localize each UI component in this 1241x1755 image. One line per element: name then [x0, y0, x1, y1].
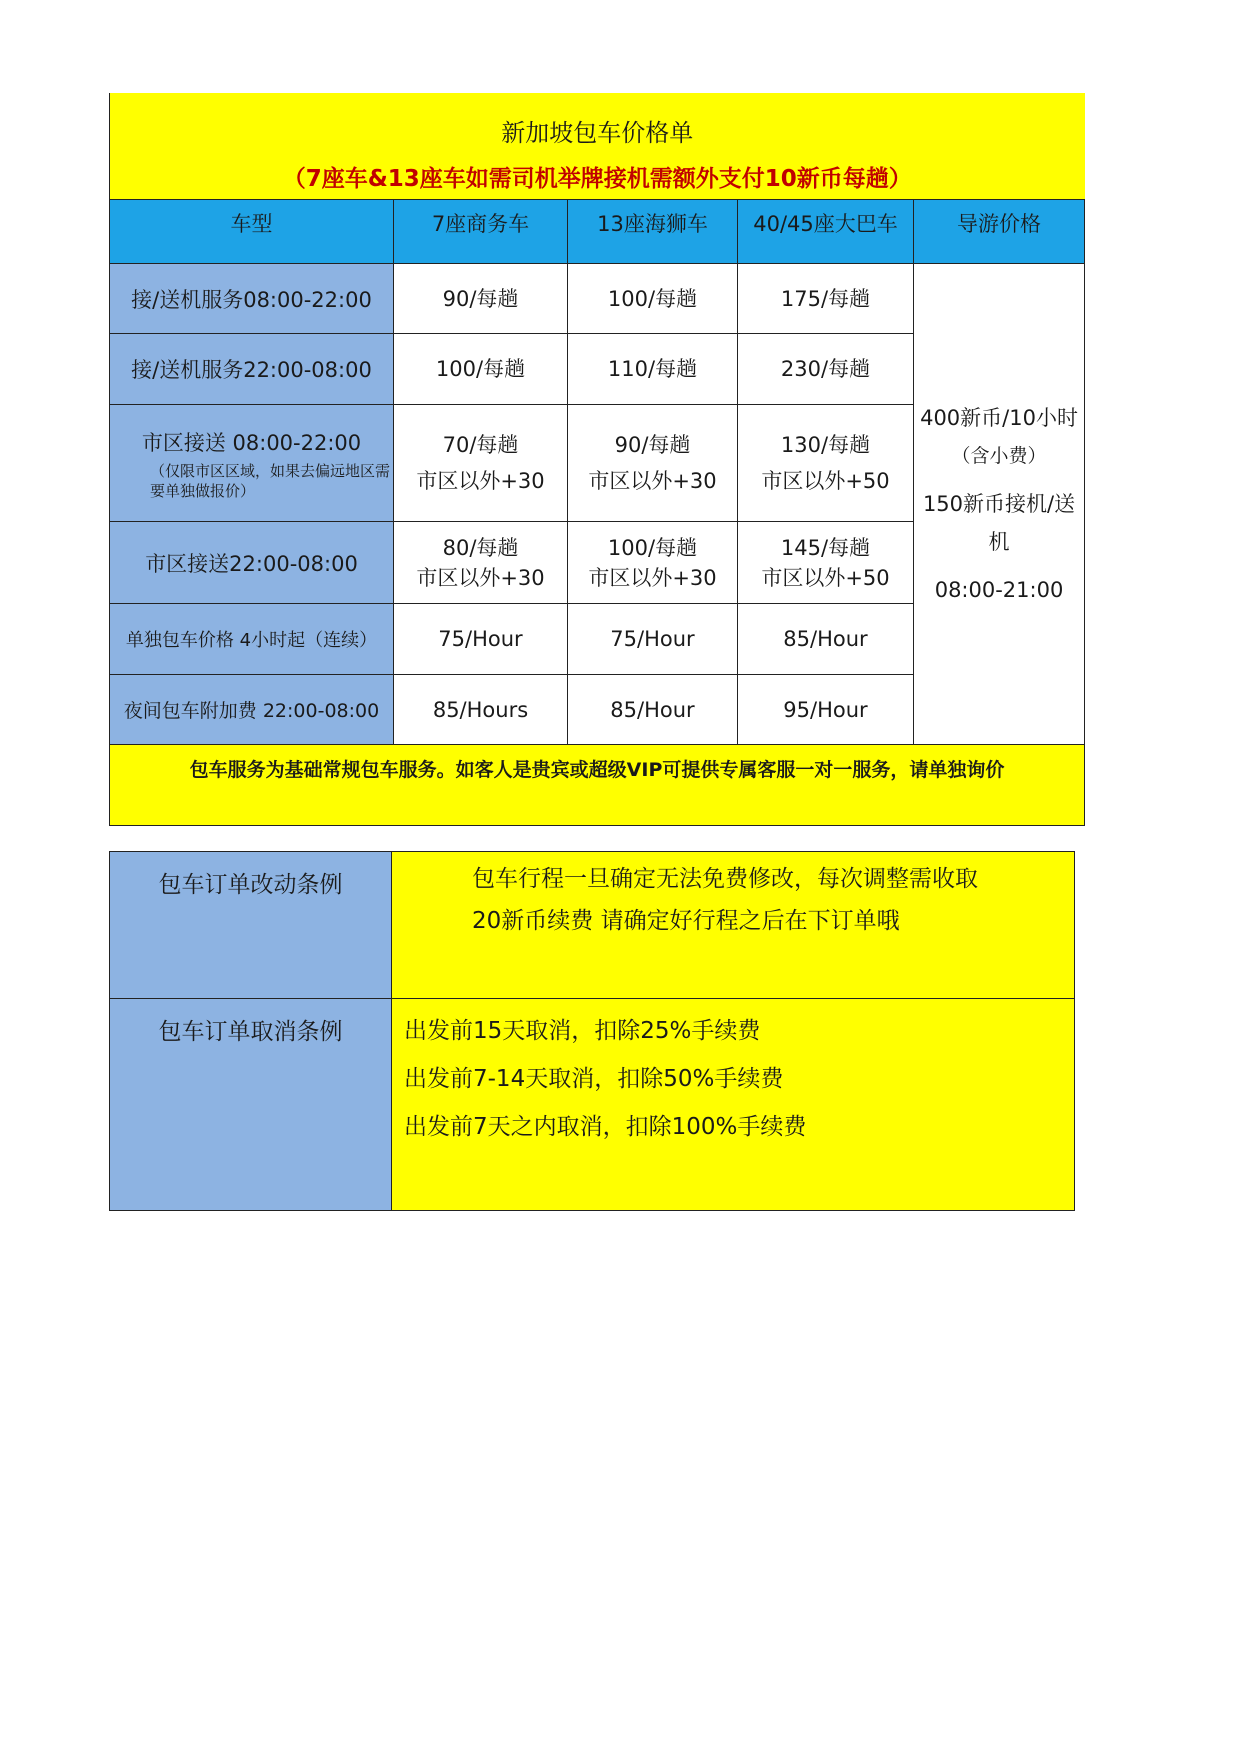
price-cell	[568, 675, 738, 745]
page-subtitle: （7座车&13座车如需司机举牌接机需额外支付10新币每趟）	[282, 166, 912, 192]
price-value: 130/每趟	[780, 433, 871, 457]
rules-table	[109, 851, 1075, 1211]
price-value: 90/每趟	[614, 433, 691, 457]
price-cell	[394, 604, 568, 675]
header-bus: 40/45座大巴车	[738, 200, 914, 264]
price-extra: 市区以外+30	[416, 469, 545, 493]
price-cell	[738, 405, 914, 522]
price-value: 100/每趟	[607, 535, 698, 560]
price-value: 85/Hours	[432, 697, 529, 722]
price-value: 85/Hour	[783, 627, 868, 651]
rule-row-change	[110, 852, 1075, 999]
price-cell	[394, 405, 568, 522]
price-cell	[738, 264, 914, 334]
rule-row-cancel	[110, 999, 1075, 1211]
row-label: 夜间包车附加费 22:00-08:00	[110, 675, 394, 745]
footer-note: 包车服务为基础常规包车服务。如客人是贵宾或超级VIP可提供专属客服一对一服务，请单独询价	[110, 745, 1085, 826]
price-cell	[394, 675, 568, 745]
guide-line: （含小费）	[951, 445, 1047, 467]
row-label-cell	[110, 405, 394, 522]
guide-line: 150新币接机/送机	[922, 492, 1076, 554]
price-cell	[394, 264, 568, 334]
price-cell	[738, 675, 914, 745]
price-value: 230/每趟	[780, 357, 871, 381]
price-value: 80/每趟	[442, 535, 519, 560]
row-label: 接/送机服务08:00-22:00	[110, 264, 394, 334]
price-value: 175/每趟	[780, 286, 871, 311]
price-extra: 市区以外+50	[761, 565, 890, 590]
rule-body	[392, 999, 1075, 1211]
row-label: 市区接送22:00-08:00	[110, 522, 394, 604]
row-label: 市区接送 08:00-22:00	[141, 431, 362, 455]
price-extra: 市区以外+30	[588, 565, 717, 590]
price-value: 90/每趟	[442, 286, 519, 311]
price-value: 75/Hour	[610, 627, 695, 651]
rule-line: 出发前7-14天取消，扣除50%手续费	[404, 1066, 784, 1092]
price-extra: 市区以外+30	[588, 469, 717, 493]
rule-label: 包车订单改动条例	[110, 852, 392, 999]
price-cell	[394, 334, 568, 405]
price-cell	[568, 405, 738, 522]
header-row	[110, 200, 1085, 264]
guide-line: 400新币/10小时	[920, 406, 1078, 430]
price-extra: 市区以外+30	[416, 565, 545, 590]
rule-line: 出发前15天取消，扣除25%手续费	[404, 1018, 761, 1044]
price-value: 95/Hour	[783, 697, 868, 722]
header-7-seat: 7座商务车	[394, 200, 568, 264]
rule-line: 20新币续费 请确定好行程之后在下订单哦	[472, 908, 900, 934]
row-label: 接/送机服务22:00-08:00	[110, 334, 394, 405]
price-value: 100/每趟	[607, 286, 698, 311]
header-guide: 导游价格	[914, 200, 1085, 264]
rule-line: 出发前7天之内取消，扣除100%手续费	[404, 1114, 807, 1140]
price-value: 75/Hour	[438, 627, 523, 651]
price-cell	[568, 264, 738, 334]
rule-label: 包车订单取消条例	[110, 999, 392, 1211]
title-row	[110, 93, 1085, 200]
price-cell	[394, 522, 568, 604]
price-cell	[568, 522, 738, 604]
price-value: 110/每趟	[607, 357, 698, 381]
price-value: 85/Hour	[610, 697, 695, 722]
price-table	[109, 93, 1085, 826]
price-value: 100/每趟	[435, 357, 526, 381]
price-cell	[568, 604, 738, 675]
price-cell	[738, 522, 914, 604]
price-extra: 市区以外+50	[761, 469, 890, 493]
row-label: 单独包车价格 4小时起（连续）	[110, 604, 394, 675]
rule-body	[392, 852, 1075, 999]
price-cell	[738, 334, 914, 405]
price-cell	[568, 334, 738, 405]
header-vehicle-type: 车型	[110, 200, 394, 264]
rule-line: 包车行程一旦确定无法免费修改，每次调整需收取	[472, 866, 978, 892]
footer-row	[110, 745, 1085, 826]
row-note: （仅限市区区域，如果去偏远地区需要单独做报价）	[150, 462, 391, 500]
title-cell	[110, 93, 1085, 200]
price-cell	[738, 604, 914, 675]
table-row	[110, 264, 1085, 334]
price-value: 145/每趟	[780, 535, 871, 560]
guide-line: 08:00-21:00	[934, 578, 1064, 602]
price-value: 70/每趟	[442, 433, 519, 457]
header-13-seat: 13座海狮车	[568, 200, 738, 264]
guide-price-cell	[914, 264, 1085, 745]
page-title: 新加坡包车价格单	[501, 119, 694, 147]
